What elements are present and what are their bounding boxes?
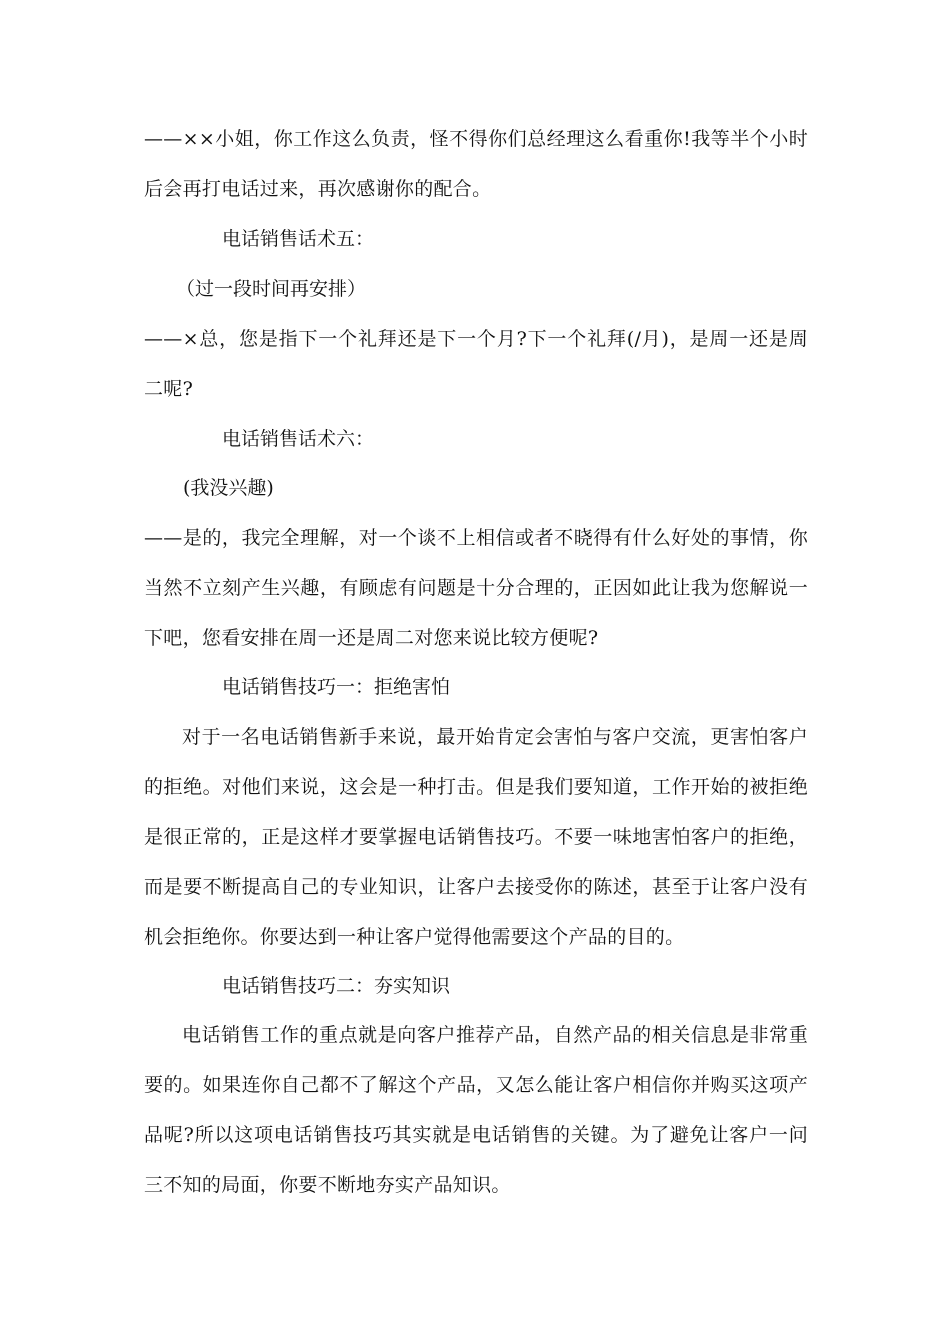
section-heading-tip-1: 电话销售技巧一：拒绝害怕 (222, 676, 451, 698)
section-heading-script-6: 电话销售话术六： (222, 428, 375, 450)
dialogue-paragraph-3: ——是的，我完全理解，对一个谈不上相信或者不晓得有什么好处的事情，你当然不立刻产生兴趣，有顾虑有问题是十分合理的，正因如此让我为您解说一下吧，您看安排在周一还是周二对您来说比较方便呢? (144, 527, 808, 649)
scenario-note-later: （过一段时间再安排） (176, 278, 367, 300)
dialogue-paragraph-1: ——××小姐，你工作这么负责，怪不得你们总经理这么看重你!我等半个小时后会再打电话过来，再次感谢你的配合。 (144, 128, 808, 200)
body-paragraph-tip-1: 对于一名电话销售新手来说，最开始肯定会害怕与客户交流，更害怕客户的拒绝。对他们来说，这会是一种打击。但是我们要知道，工作开始的被拒绝是很正常的，正是这样才要掌握电话销售技巧。不要一味地害怕客户的拒绝，而是要不断提高自己的专业知识，让客户去接受你的陈述，甚至于让客户没有机会拒绝你。你要达到一种让客户觉得他需要这个产品的目的。 (144, 726, 808, 948)
body-paragraph-tip-2: 电话销售工作的重点就是向客户推荐产品，自然产品的相关信息是非常重要的。如果连你自己都不了解这个产品，又怎么能让客户相信你并购买这项产品呢?所以这项电话销售技巧其实就是电话销售的关键。为了避免让客户一问三不知的局面，你要不断地夯实产品知识。 (144, 1024, 808, 1196)
section-heading-tip-2: 电话销售技巧二：夯实知识 (222, 975, 451, 997)
scenario-note-not-interested: (我没兴趣) (183, 477, 274, 499)
dialogue-paragraph-2: ——×总，您是指下一个礼拜还是下一个月?下一个礼拜(/月)，是周一还是周二呢? (144, 328, 808, 400)
section-heading-script-5: 电话销售话术五： (222, 228, 375, 250)
